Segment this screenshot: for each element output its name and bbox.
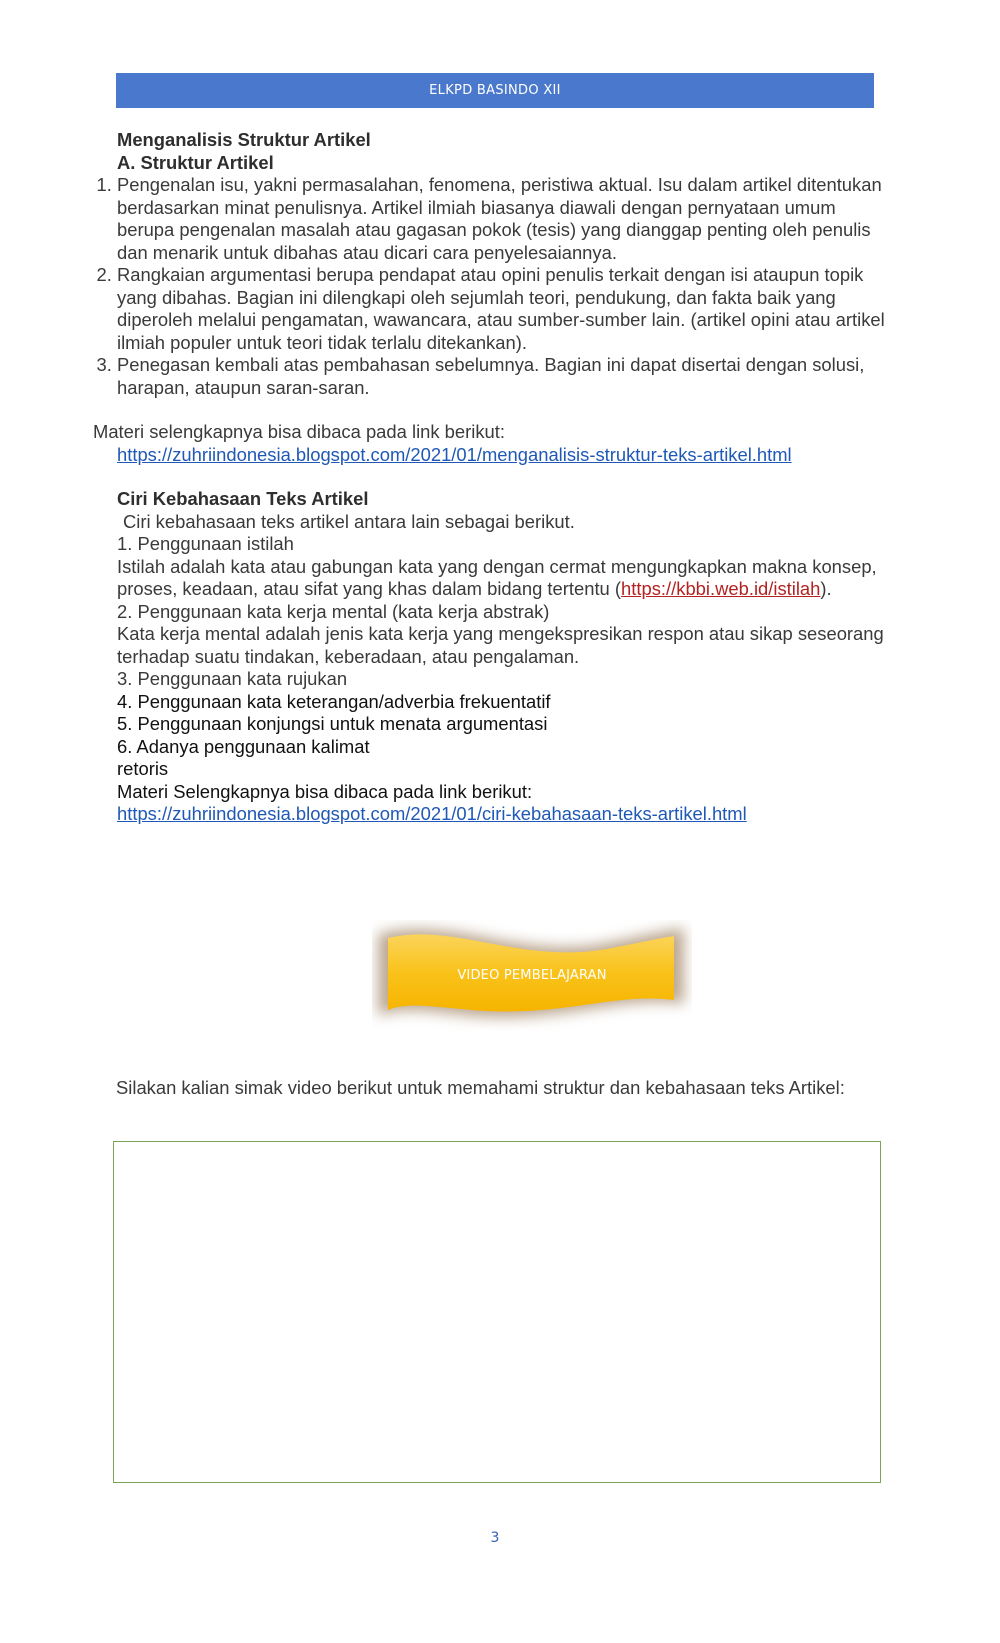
ref-paren-close: ). <box>820 578 832 599</box>
section2-intro: Ciri kebahasaan teks artikel antara lain sebagai berikut. <box>123 510 575 532</box>
feature-item-desc: Istilah adalah kata atau gabungan kata yang dengan cermat mengungkapkan makna konsep, proses, keadaan, atau sifat yang khas dalam bidang tertentu <box>117 555 877 599</box>
feature-item-continuation: retoris <box>117 758 169 779</box>
kebahasaan-article-link[interactable]: https://zuhriindonesia.blogspot.com/2021/01/ciri-kebahasaan-teks-artikel.html <box>117 803 747 824</box>
main-content <box>93 129 893 826</box>
section1-subheading: A. Struktur Artikel <box>117 151 274 173</box>
section2-more-text: Materi Selengkapnya bisa dibaca pada link berikut: <box>117 780 533 802</box>
structure-article-link[interactable]: https://zuhriindonesia.blogspot.com/2021/01/menganalisis-struktur-teks-artikel.html <box>117 443 792 465</box>
video-banner <box>372 920 692 1030</box>
section1-heading: Menganalisis Struktur Artikel <box>117 129 371 150</box>
structure-item: 1. Pengenalan isu, yakni permasalahan, fenomena, peristiwa aktual. Isu dalam artikel ditentukan berdasarkan minat penulisnya. Artikel ilmiah biasanya diawali dengan pernyataan umum berupa pengenalan masalah atau gagasan pokok (tesis) yang dianggap penting oleh penulis dan menarik untuk dibahas atau dicari cara penyelesaiannya. <box>117 174 893 264</box>
section2-heading: Ciri Kebahasaan Teks Artikel <box>117 488 369 509</box>
kbbi-istilah-link[interactable]: https://kbbi.web.id/istilah <box>621 578 821 599</box>
feature-item-title: 6. Adanya penggunaan kalimat <box>117 735 370 757</box>
feature-item-title: 1. Penggunaan istilah <box>117 533 294 554</box>
video-embed-frame[interactable] <box>113 1141 881 1483</box>
header-title: ELKPD BASINDO XII <box>429 83 561 98</box>
feature-item-title: 3. Penggunaan kata rujukan <box>117 668 348 689</box>
feature-item-title: 2. Penggunaan kata kerja mental (kata kerja abstrak) <box>117 600 550 622</box>
feature-item-title: 5. Penggunaan konjungsi untuk menata argumentasi <box>117 713 548 734</box>
feature-item-title: 4. Penggunaan kata keterangan/adverbia frekuentatif <box>117 690 551 712</box>
structure-item: 2. Rangkaian argumentasi berupa pendapat atau opini penulis terkait dengan isi ataupun topik yang dibahas. Bagian ini dilengkapi oleh sejumlah teori, pendukung, dan fakta baik yang diperoleh melalui pengamatan, wawancara, atau sumber-sumber lain. (artikel opini atau artikel ilmiah populer untuk teori tidak terlalu ditekankan). <box>117 264 893 354</box>
ref-paren-open: ( <box>614 578 622 599</box>
video-banner-label: VIDEO PEMBELAJARAN <box>457 967 607 983</box>
section1-more-text: Materi selengkapnya bisa dibaca pada link berikut: <box>93 421 505 442</box>
structure-list <box>93 174 893 399</box>
page-number: 3 <box>490 1530 500 1546</box>
feature-item-desc: Kata kerja mental adalah jenis kata kerja yang mengekspresikan respon atau sikap seseorang terhadap suatu tindakan, keberadaan, atau pengalaman. <box>117 623 884 667</box>
structure-item: 3. Penegasan kembali atas pembahasan sebelumnya. Bagian ini dapat disertai dengan solusi, harapan, ataupun saran-saran. <box>117 354 893 399</box>
video-instruction: Silakan kalian simak video berikut untuk memahami struktur dan kebahasaan teks Artikel: <box>116 1077 845 1098</box>
header-bar <box>116 73 874 108</box>
